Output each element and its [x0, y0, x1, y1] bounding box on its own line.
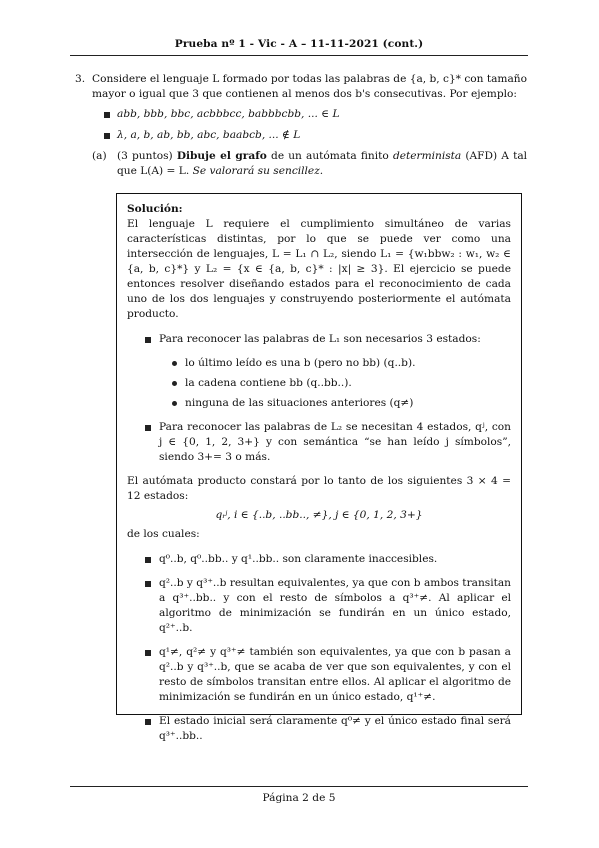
language-list: [127, 332, 511, 465]
part-italic-1: determinista: [392, 150, 462, 162]
point-text: q¹≠, q²≠ y q³⁺≠ también son equivalentes, ya que con b pasan a q²..b y q³⁺..b, que se acaba de ver que son equivalentes, y con el resto de símbolos transitan entre ellos. Al aplicar el algoritmo de minimización se fundirán en un único estado, q¹⁺≠.: [159, 646, 511, 703]
solution-title: Solución:: [127, 203, 183, 215]
list-item: [75, 128, 527, 143]
example-in-language: abb, bbb, bbc, acbbbcc, babbbcbb, ... ∈ L: [117, 108, 340, 120]
square-bullet-icon: [104, 133, 110, 139]
l1-state: ninguna de las situaciones anteriores (q≠): [185, 397, 414, 409]
part-points: (3 puntos): [117, 150, 173, 162]
list-item: [127, 645, 511, 705]
list-item: [159, 376, 511, 391]
part-bold-instruction: Dibuje el grafo: [176, 150, 267, 162]
square-bullet-icon: [145, 337, 151, 343]
part-italic-2: Se valorará su sencillez.: [192, 165, 324, 177]
part-a: [92, 149, 527, 179]
point-text: q⁰..b, q⁰..bb.. y q¹..bb.. son claramente inaccesibles.: [159, 553, 438, 565]
list-item: [75, 107, 527, 122]
solution-intro: El lenguaje L requiere el cumplimiento simultáneo de varias características distintas, por lo que se puede ver como una intersección de lenguajes, L = L₁ ∩ L₂, siendo L₁ = {w₁bbw₂ : w₁, w₂ ∈ {a, b, c}*} y L₂ = {x ∈ {a, b, c}* : |x| ≥ 3}. El ejercicio se puede entonces resolver diseñando estados para el reconocimiento de cada uno de los dos lenguajes y construyendo posteriormente el autómata producto.: [127, 218, 511, 320]
of-which-text: de los cuales:: [127, 528, 200, 540]
problem-3: [75, 72, 527, 179]
list-item: [127, 576, 511, 636]
l1-state: la cadena contiene bb (q..bb..).: [185, 377, 352, 389]
part-text-1: de un autómata finito: [271, 150, 389, 162]
part-a-text: [117, 149, 527, 179]
square-bullet-icon: [145, 650, 151, 656]
point-text: El estado inicial será claramente q⁰≠ y el único estado final será q³⁺..bb..: [159, 715, 511, 742]
list-item: [127, 332, 511, 411]
square-bullet-icon: [145, 719, 151, 725]
list-item: [159, 396, 511, 411]
list-item: [127, 552, 511, 567]
list-item: [127, 714, 511, 744]
product-text: El autómata producto constará por lo tanto de los siguientes 3 × 4 = 12 estados:: [127, 475, 511, 502]
dot-bullet-icon: [172, 361, 177, 366]
header-rule: [70, 55, 528, 56]
l1-text: Para reconocer las palabras de L₁ son necesarios 3 estados:: [159, 333, 481, 345]
l2-text: Para reconocer las palabras de L₂ se necesitan 4 estados, qʲ, con j ∈ {0, 1, 2, 3+} y con semántica “se han leído j símbolos”, siendo 3+= 3 o más.: [159, 421, 511, 463]
points-list: [127, 552, 511, 744]
dot-bullet-icon: [172, 401, 177, 406]
square-bullet-icon: [145, 581, 151, 587]
square-bullet-icon: [145, 557, 151, 563]
part-text-2: (AFD) A tal que L(A) = L.: [117, 150, 528, 177]
problem-number: 3.: [75, 73, 86, 85]
example-list: [75, 107, 527, 143]
problem-intro: Considere el lenguaje L formado por todas las palabras de {a, b, c}* con tamaño mayor o igual que 3 que contienen al menos dos b's consecutivas. Por ejemplo:: [92, 73, 527, 100]
state-formula: qᵢʲ, i ∈ {..b, ..bb.., ≠}, j ∈ {0, 1, 2, 3+}: [215, 509, 423, 521]
page-header: Prueba nº 1 - Vic - A – 11-11-2021 (cont.): [174, 38, 424, 50]
dot-bullet-icon: [172, 381, 177, 386]
footer-rule: [70, 786, 528, 787]
list-item: [127, 420, 511, 465]
point-text: q²..b y q³⁺..b resultan equivalentes, ya que con b ambos transitan a q³⁺..bb.. y con el resto de símbolos a q³⁺≠. Al aplicar el algoritmo de minimización se fundirán en un único estado, q²⁺..b.: [159, 577, 511, 634]
solution-box: [116, 193, 522, 742]
l1-state-list: [159, 356, 511, 411]
page-number: Página 2 de 5: [262, 792, 336, 804]
example-not-in-language: λ, a, b, ab, bb, abc, baabcb, ... ∉ L: [117, 129, 301, 141]
square-bullet-icon: [145, 425, 151, 431]
list-item: [159, 356, 511, 371]
square-bullet-icon: [104, 112, 110, 118]
part-label: (a): [92, 150, 107, 162]
l1-state: lo último leído es una b (pero no bb) (q..b).: [185, 357, 416, 369]
